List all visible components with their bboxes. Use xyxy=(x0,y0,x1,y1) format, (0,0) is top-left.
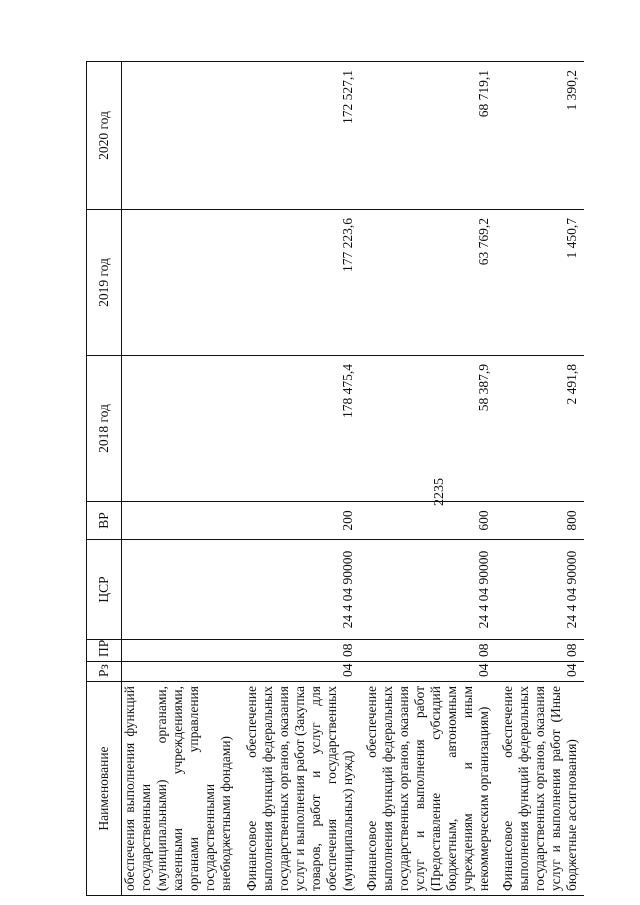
row-vr: 600 xyxy=(360,502,496,540)
row-2020: 172 527,1 xyxy=(240,62,360,210)
row-vr: 200 xyxy=(240,502,360,540)
row-pr: 08 xyxy=(496,640,584,662)
row-2020 xyxy=(122,62,241,210)
row-2019: 63 769,2 xyxy=(360,210,496,356)
row-name: Финансовое обеспечение выполнения функций федеральных государственных органов, оказания услуг и выполнения работ (Иные бюджетные ассигнования) xyxy=(496,682,584,896)
table-row xyxy=(360,62,496,896)
table-row xyxy=(496,62,584,896)
col-header-2018: 2018 год xyxy=(87,356,122,502)
row-name: Финансовое обеспечение выполнения функций федеральных государственных органов, оказания услуг и выполнения работ (Закупка товаров, работ и услуг для обеспечения государственных (муниципальных) нужд) xyxy=(240,682,360,896)
row-pr: 08 xyxy=(360,640,496,662)
row-csr: 24 4 04 90000 xyxy=(360,540,496,640)
row-2018: 178 475,4 xyxy=(240,356,360,502)
col-header-2020: 2020 год xyxy=(87,62,122,210)
row-rz: 04 xyxy=(240,662,360,682)
row-pr xyxy=(122,640,241,662)
budget-table xyxy=(86,61,584,896)
row-vr xyxy=(122,502,241,540)
row-2019 xyxy=(122,210,241,356)
col-header-csr: ЦСР xyxy=(87,540,122,640)
row-pr: 08 xyxy=(240,640,360,662)
row-2018 xyxy=(122,356,241,502)
row-rz: 04 xyxy=(496,662,584,682)
col-header-pr: ПР xyxy=(87,640,122,662)
row-2019: 1 450,7 xyxy=(496,210,584,356)
table-row xyxy=(240,62,360,896)
row-rz xyxy=(122,662,241,682)
col-header-rz: Рз xyxy=(87,662,122,682)
row-csr: 24 4 04 90000 xyxy=(240,540,360,640)
row-vr: 800 xyxy=(496,502,584,540)
row-2018: 2 491,8 xyxy=(496,356,584,502)
row-2020: 68 719,1 xyxy=(360,62,496,210)
col-header-name: Наименование xyxy=(87,682,122,896)
row-csr xyxy=(122,540,241,640)
row-2019: 177 223,6 xyxy=(240,210,360,356)
col-header-vr: ВР xyxy=(87,502,122,540)
row-csr: 24 4 04 90000 xyxy=(496,540,584,640)
row-2018: 58 387,9 xyxy=(360,356,496,502)
row-rz: 04 xyxy=(360,662,496,682)
page-number: 2235 xyxy=(432,478,447,506)
row-2020: 1 390,2 xyxy=(496,62,584,210)
rotated-budget-table xyxy=(86,62,618,896)
row-name: Финансовое обеспечение выполнения функций федеральных государственных органов, оказания услуг и выполнения работ (Предоставление субсидий бюджетным, автономным учреждениям и иным некоммерческим организациям) xyxy=(360,682,496,896)
col-header-2019: 2019 год xyxy=(87,210,122,356)
header-row xyxy=(87,62,122,896)
table-row xyxy=(122,62,241,896)
row-name: обеспечения выполнения функций государственными (муниципальными) органами, казенными учреждениями, органами управления государственными внебюджетными фондами) xyxy=(122,682,241,896)
